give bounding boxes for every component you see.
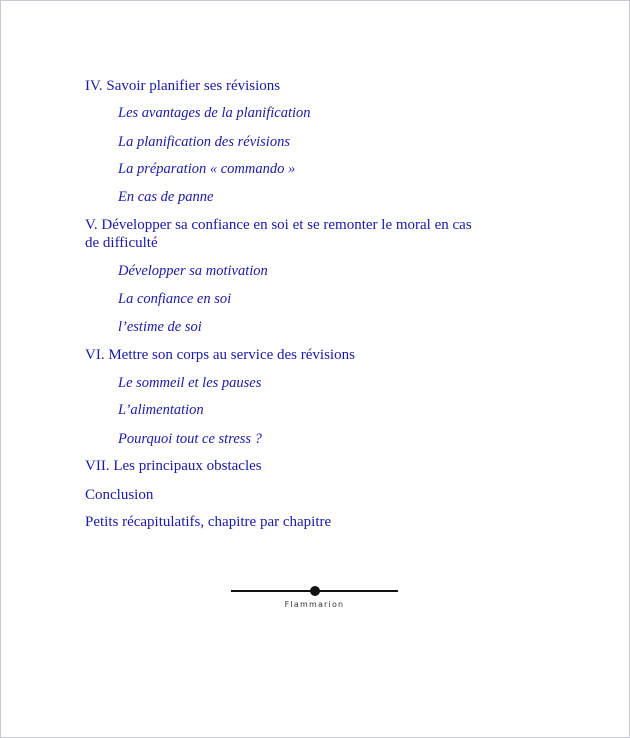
toc-section-en-cas-de-panne-link[interactable]: En cas de panne <box>118 189 214 205</box>
publisher-ornament-dot <box>310 586 320 596</box>
toc-chapter-5-link[interactable]: V. Développer sa confiance en soi et se remonter le moral en cas de difficulté <box>85 217 472 251</box>
toc-chapter-7-link[interactable]: VII. Les principaux obstacles <box>85 458 262 474</box>
toc-section-avantages-planification-link[interactable]: Les avantages de la planification <box>118 105 311 121</box>
toc-recapitulatifs-link[interactable]: Petits récapitulatifs, chapitre par chapitre <box>85 514 332 530</box>
toc-section-confiance-en-soi-link[interactable]: La confiance en soi <box>118 291 232 307</box>
toc-section-estime-de-soi-link[interactable]: l’estime de soi <box>118 319 202 335</box>
publisher-name: Flammarion <box>284 600 345 609</box>
toc-chapter-6-link[interactable]: VI. Mettre son corps au service des révisions <box>85 347 355 363</box>
toc-chapter-4-link[interactable]: IV. Savoir planifier ses révisions <box>85 78 281 94</box>
toc-conclusion-link[interactable]: Conclusion <box>85 487 154 503</box>
toc-section-planification-revisions-link[interactable]: La planification des révisions <box>118 134 290 150</box>
toc-section-stress-link[interactable]: Pourquoi tout ce stress ? <box>118 431 262 447</box>
toc-section-alimentation-link[interactable]: L’alimentation <box>118 402 204 418</box>
toc-section-motivation-link[interactable]: Développer sa motivation <box>118 263 268 279</box>
toc-section-preparation-commando-link[interactable]: La préparation « commando » <box>118 161 296 177</box>
toc-section-sommeil-pauses-link[interactable]: Le sommeil et les pauses <box>118 375 262 391</box>
